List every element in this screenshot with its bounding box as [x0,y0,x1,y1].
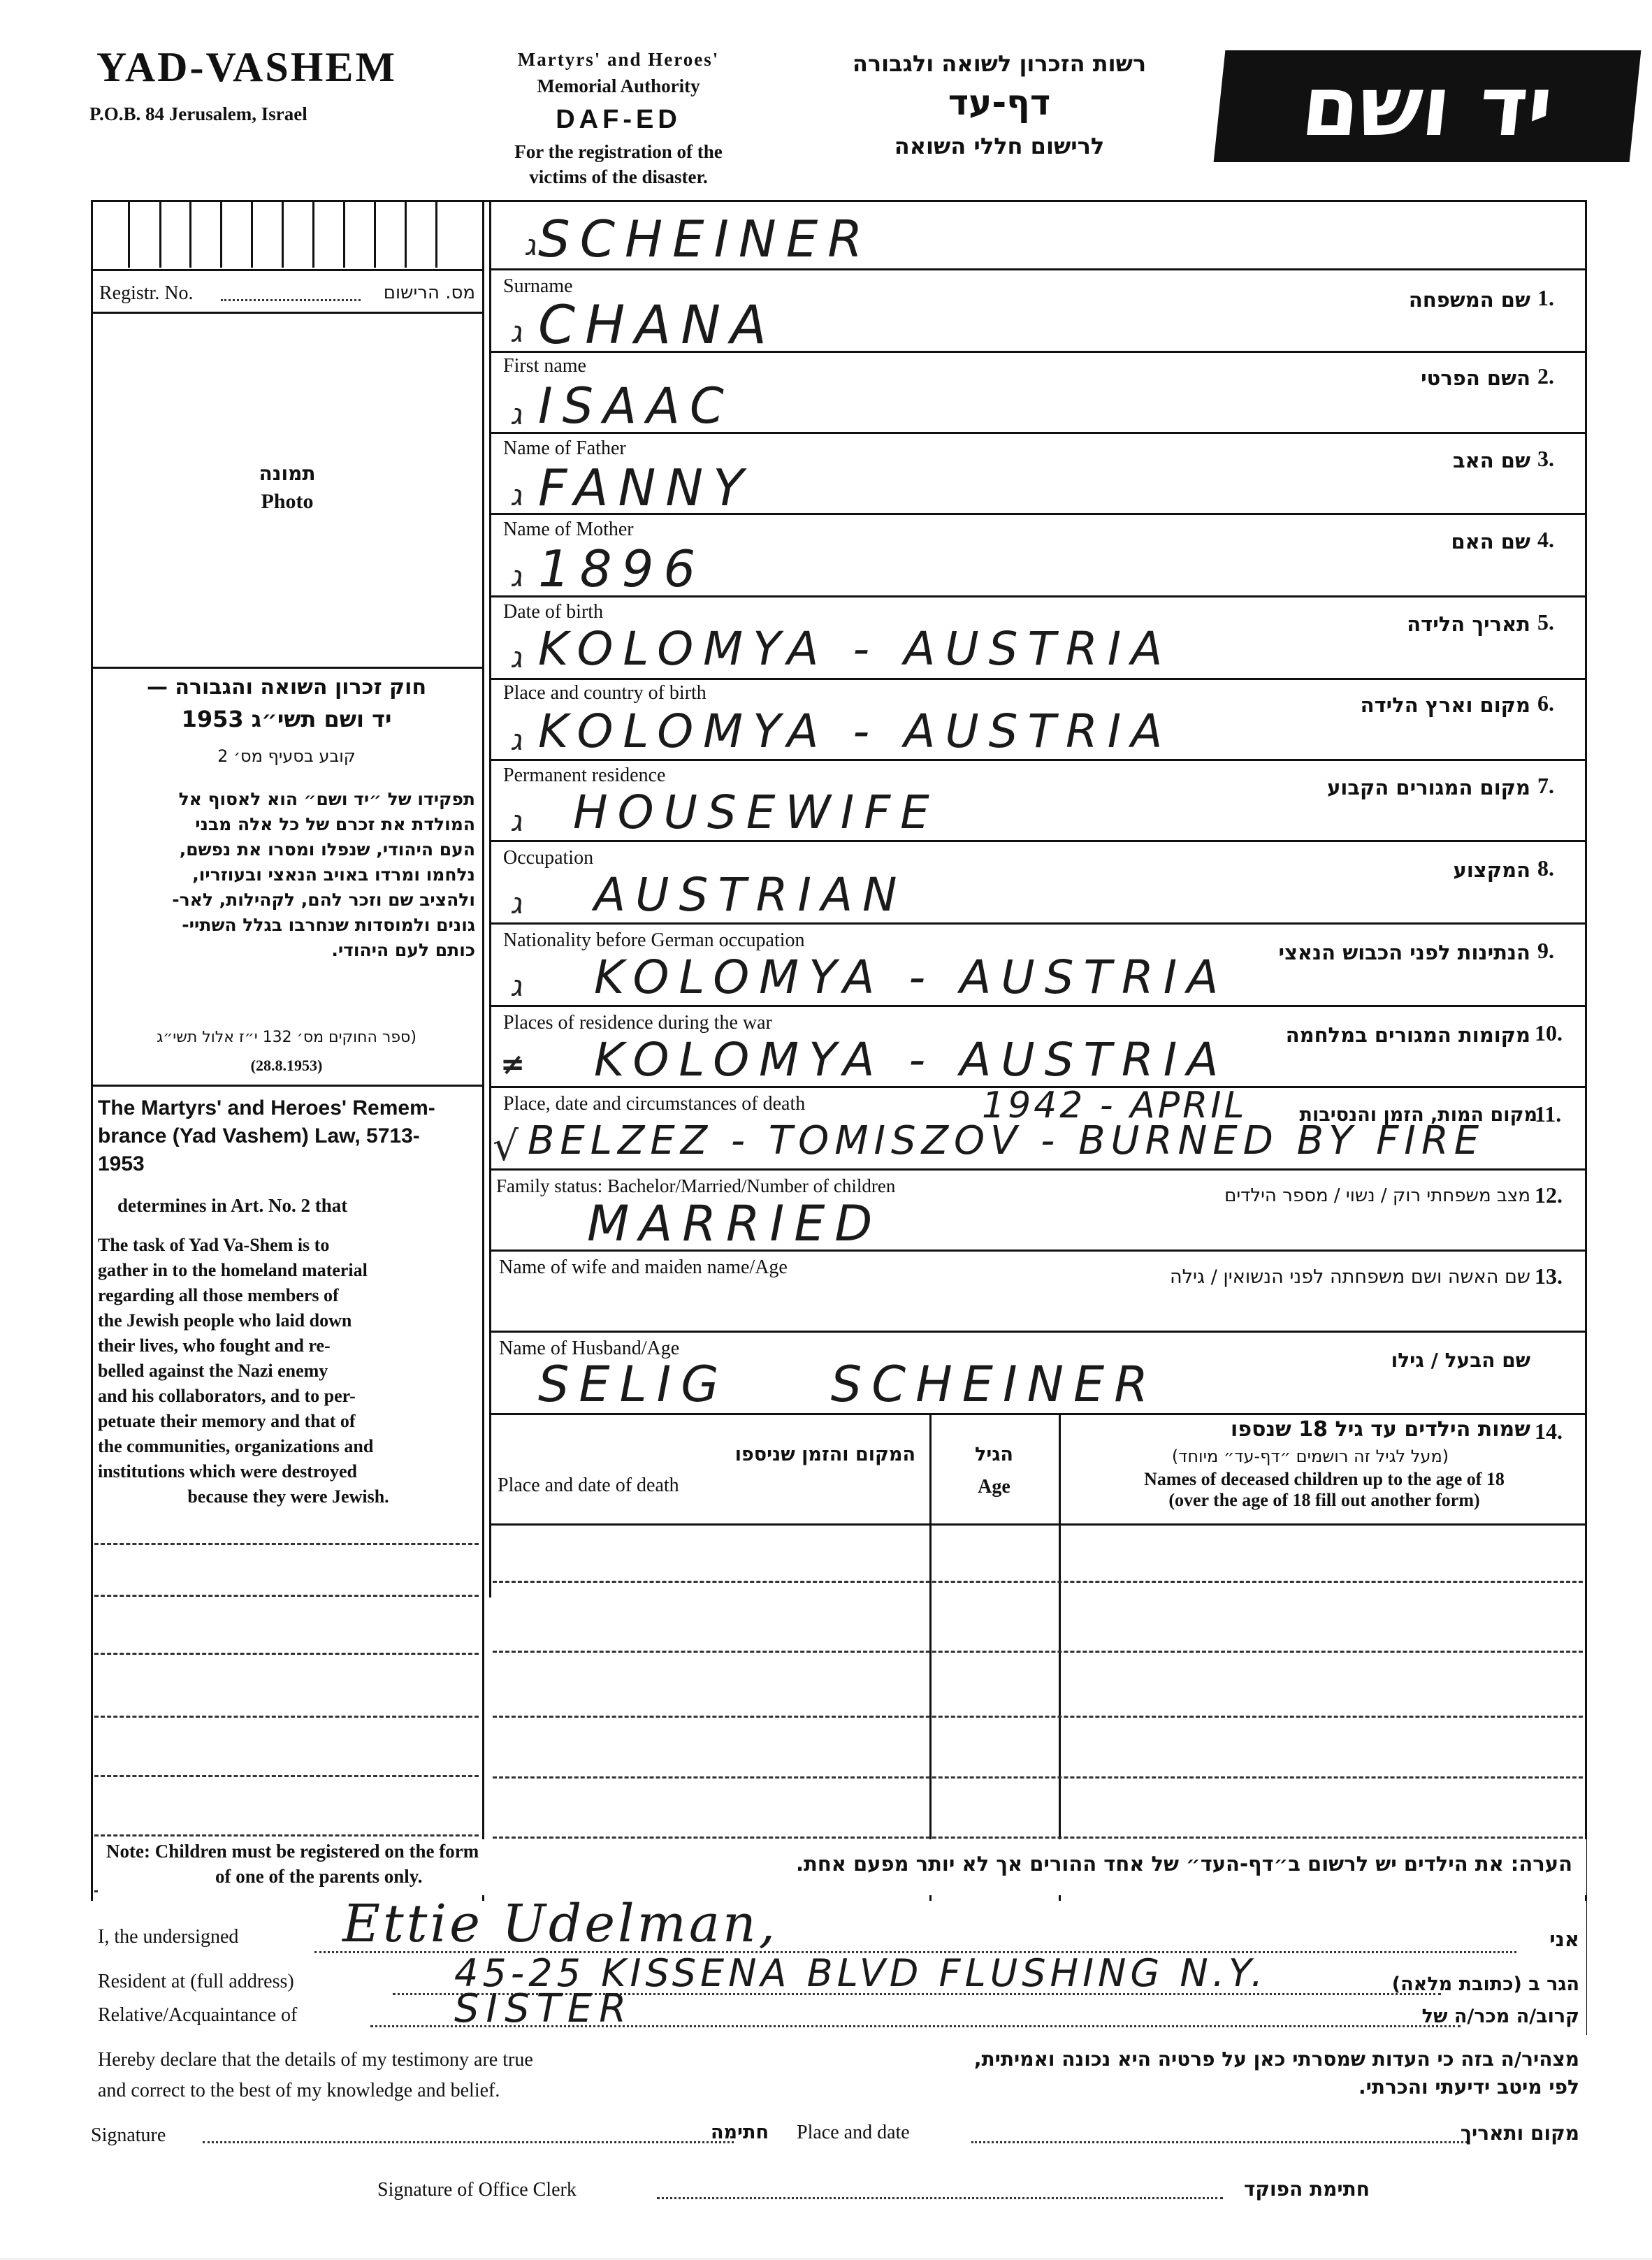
field-father-value: ISAAC [538,377,734,435]
field-wife-value-area[interactable] [496,1283,1579,1331]
resident-value[interactable]: 45-25 KISSENA BLVD FLUSHING N.Y. [454,1951,1268,1995]
field-surname-label: Surname [503,275,573,297]
field-wife-label: Name of wife and maiden name/Age [499,1256,788,1278]
relative-heb: קרוב/ה מכר/ה של [1421,2006,1579,2027]
children-place-heb: המקום והזמן שניספו [734,1444,915,1465]
field-birth-place-value-area[interactable]: ג KOLOMYA - AUSTRIA [510,622,1173,676]
field-birth-date-num: 5. [1537,609,1554,635]
field-death-date-value: 1942 - APRIL [982,1085,1247,1127]
field-occupation-value-area[interactable]: ג HOUSEWIFE [510,785,939,839]
law-en-title: The Martyrs' and Heroes' Remem- brance (Yad Vashem) Law, 5713- 1953 [98,1096,435,1175]
form-purpose-line-2: victims of the disaster. [529,166,708,187]
registr-label: Registr. No. [99,282,194,304]
note-heb: הערה: את הילדים יש לרשום ב״דף-העד״ של אחד ההורים אך לא יותר מפעם אחת. [796,1852,1572,1876]
field-death-place-value: KOLOMYA - AUSTRIA [594,1033,1229,1087]
logo-text: יד ושם [1297,58,1558,154]
children-names-label: Names of deceased children up to the age of 18 (over the age of 18 fill out another form) [1144,1469,1505,1510]
field-birth-date-value: 1896 [538,539,706,598]
field-husband-label: Name of Husband/Age [499,1338,680,1359]
field-birth-place-heb: מקום וארץ הלידה [1360,693,1530,717]
field-residence-label: Permanent residence [503,765,666,786]
field-death-circumstances-value: BELZEZ - TOMISZOV - BURNED BY FIRE [528,1118,1485,1164]
field-nationality-value: AUSTRIAN [594,868,907,922]
declaration-block [91,1894,1586,2229]
field-residence-value: KOLOMYA - AUSTRIA [538,704,1173,758]
law-en-determines: determines in Art. No. 2 that [117,1195,348,1216]
declare-heb-2: לפי מיטב ידיעתי והכרתי. [1358,2076,1579,2099]
field-wife-num: 13. [1535,1263,1563,1289]
field-war-residence-heb: מקומות המגורים במלחמה [1285,1023,1530,1047]
field-father-heb: שם האב [1452,449,1530,472]
field-first-name-num: 2. [1537,363,1554,389]
field-husband-heb: שם הבעל / גילו [1391,1349,1530,1372]
registr-number-boxes[interactable] [93,201,481,268]
resident-heb: הגר ב (כתובת מלאה) [1391,1973,1579,1995]
authority-line-1: Martyrs' and Heroes' [517,49,720,70]
form-title: DAF-ED [556,105,681,134]
field-birth-place-value: KOLOMYA - AUSTRIA [538,622,1173,676]
signature-label: Signature [91,2124,166,2146]
field-first-name-value-area[interactable]: ג CHANA [510,294,777,356]
children-place-label: Place and date of death [498,1475,679,1496]
photo-label: Photo [261,490,314,513]
heb-purpose: לרישום חללי השואה [894,133,1105,159]
field-war-residence-value-area[interactable]: ג KOLOMYA - AUSTRIA [510,950,1229,1004]
children-row[interactable] [493,1837,1583,1839]
field-residence-num: 7. [1537,773,1554,798]
field-nationality-label: Nationality before German occupation [503,929,805,951]
registr-divider [91,269,482,271]
children-age-heb: הגיל [975,1444,1013,1465]
undersigned-label: I, the undersigned [98,1926,239,1948]
field-surname-value: SCHEINER [538,210,873,268]
field-occupation-label: Occupation [503,847,594,869]
law-heb-title-2: יד ושם תשי״ג 1953 [181,706,392,732]
field-wife-heb: שם האשה ושם משפחתה לפני הנשואין / גילה [1169,1266,1530,1288]
children-row[interactable] [493,1776,1583,1779]
field-husband-value-area[interactable] [496,1356,1579,1413]
field-mother-value: FANNY [538,458,754,517]
field-nationality-heb: הנתינות לפני הכבוש הנאצי [1278,941,1530,964]
field-birth-place-num: 6. [1537,690,1554,716]
signature-heb: חתימה [710,2122,769,2143]
field-husband-value: SELIG SCHEINER [538,1356,1158,1413]
photo-bottom [91,667,482,669]
field-residence-value-area[interactable]: ג KOLOMYA - AUSTRIA [510,704,1173,758]
children-num: 14. [1535,1419,1563,1444]
field-birth-date-label: Date of birth [503,601,604,623]
declare-heb-1: מצהיר/ה בזה כי העדות שמסרתי כאן על פרטיה היא נכונה ואמיתית, [973,2048,1579,2071]
field-first-name-value: CHANA [538,294,777,356]
field-surname-heb: שם המשפחה [1408,288,1530,312]
field-first-name-heb: השם הפרטי [1421,366,1530,390]
check-mark: ג [524,228,537,262]
children-row[interactable] [493,1716,1583,1718]
law-heb-title-3: קובע בסעיף מס׳ 2 [217,746,356,766]
undersigned-heb: אני [1549,1927,1579,1951]
signature-line[interactable] [203,2141,734,2143]
field-birth-date-heb: תאריך הלידה [1407,612,1530,636]
clerk-label: Signature of Office Clerk [377,2179,577,2201]
declare-en-1: Hereby declare that the details of my testimony are true [98,2049,533,2071]
field-occupation-value: HOUSEWIFE [573,785,939,839]
field-family-status-label: Family status: Bachelor/Married/Number of children [496,1175,896,1196]
law-heb-ref: (ספר החוקים מס׳ 132 י״ז אלול תשי״ג [157,1029,416,1046]
place-date-heb: מקום ותאריך [1460,2122,1579,2145]
place-date-line[interactable] [971,2141,1468,2143]
children-heb-title: שמות הילדים עד גיל 18 שנספו [1231,1417,1530,1442]
authority-line-2: Memorial Authority [537,75,700,96]
field-family-status-num: 12. [1535,1182,1563,1208]
field-death-label: Place, date and circumstances of death [503,1093,806,1115]
field-death-place-value-area[interactable]: ≠ KOLOMYA - AUSTRIA [500,1033,1229,1087]
law-heb-body: תפקידו של ״יד ושם״ הוא לאסוף אל המולדת את זכרם של כל אלה מבני העם היהודי, שנפלו ומסרו את נפשם, נלחמו ומרדו באויב הנאצי ובעוזריו, ולהציב שם וזכר להם, לקהילות, לאר- גונים ולמוסדות שנחרבו בגלל השתיי- כותם לעם היהודי. [172,789,475,960]
field-family-status-heb: מצב משפחתי רוק / נשוי / מספר הילדים [1224,1185,1530,1206]
field-death-circumstances-area[interactable]: √ BELZEZ - TOMISZOV - BURNED BY FIRE [493,1118,1485,1170]
children-row[interactable] [493,1581,1583,1583]
field-residence-heb: מקום המגורים הקבוע [1327,776,1530,799]
field-mother-heb: שם האם [1451,530,1530,553]
field-war-residence-num: 10. [1535,1020,1563,1045]
field-war-residence-value: KOLOMYA - AUSTRIA [594,950,1229,1004]
frame-divider [482,200,484,2045]
org-address: P.O.B. 84 Jerusalem, Israel [89,103,307,124]
note-en-1: Note: Children must be registered on the form [106,1841,479,1862]
field-surname-num: 1. [1537,285,1554,310]
declare-en-2: and correct to the best of my knowledge and belief. [98,2080,500,2101]
yad-vashem-logo [1214,50,1642,162]
children-heb-note: (מעל לגיל זה רושמים ״דף-עד״ מיוחד) [1171,1447,1449,1466]
field-mother-num: 4. [1537,527,1554,552]
place-date-label: Place and date [797,2122,910,2143]
field-death-heb: מקום המות, הזמן והנסיבות [1299,1104,1537,1126]
children-age-label: Age [978,1476,1010,1498]
clerk-signature-line[interactable] [657,2197,1223,2199]
undersigned-value[interactable]: Ettie Udelman, [342,1894,778,1954]
field-occupation-heb: המקצוע [1453,858,1530,882]
field-birth-place-label: Place and country of birth [503,682,707,704]
photo-area [93,314,481,667]
form-purpose-line-1: For the registration of the [514,141,723,162]
field-war-residence-label: Places of residence during the war [503,1012,772,1034]
header [0,0,1652,196]
org-name: YAD-VASHEM [96,44,398,90]
field-occupation-num: 8. [1537,855,1554,881]
registr-label-heb: מס. הרישום [383,282,475,303]
law-divider [91,1085,482,1087]
photo-label-heb: תמונה [259,462,316,485]
registr-value-line[interactable] [221,299,361,301]
clerk-heb: חתימת הפוקד [1243,2178,1370,2201]
field-family-status-value: MARRIED [587,1195,883,1252]
law-heb-date: (28.8.1953) [250,1057,323,1074]
children-row[interactable] [493,1651,1583,1653]
field-first-name-label: First name [503,355,586,377]
heb-authority: רשות הזכרון לשואה ולגבורה [852,50,1147,77]
frame-divider-inner [489,200,491,1598]
relative-label: Relative/Acquaintance of [98,2004,298,2026]
field-father-label: Name of Father [503,437,626,459]
field-mother-label: Name of Mother [503,519,634,540]
note-block [98,1839,1586,1895]
frame-right [1585,200,1587,2035]
field-mother-value-area[interactable]: ג FANNY [510,458,754,517]
field-father-value-area[interactable]: ג ISAAC [510,377,734,435]
law-en-body: The task of Yad Va-Shem is to gather in to the homeland material regarding all those members of the Jewish people who laid down their lives, who fought and re- belled against the Nazi enemy and his collaborators, and to per- petuate their memory and that of the communities, organizations and institutions which were destroyed because they were Jewish. [98,1235,389,1507]
relative-value[interactable]: SISTER [454,1986,634,2031]
field-nationality-value-area[interactable]: ג AUSTRIAN [510,868,907,922]
law-heb-title-1: חוק זכרון השואה והגבורה — [146,675,427,700]
resident-label: Resident at (full address) [98,1971,294,1992]
field-1-value-area[interactable] [496,203,1579,268]
field-death-num: 11. [1535,1101,1562,1127]
children-header-bottom [489,1523,1585,1526]
heb-title: דף-עד [948,82,1051,123]
field-birth-date-value-area[interactable]: ג 1896 [510,539,706,598]
field-nationality-num: 9. [1537,938,1554,963]
field-father-num: 3. [1537,446,1554,471]
note-en-2: of one of the parents only. [215,1866,423,1887]
